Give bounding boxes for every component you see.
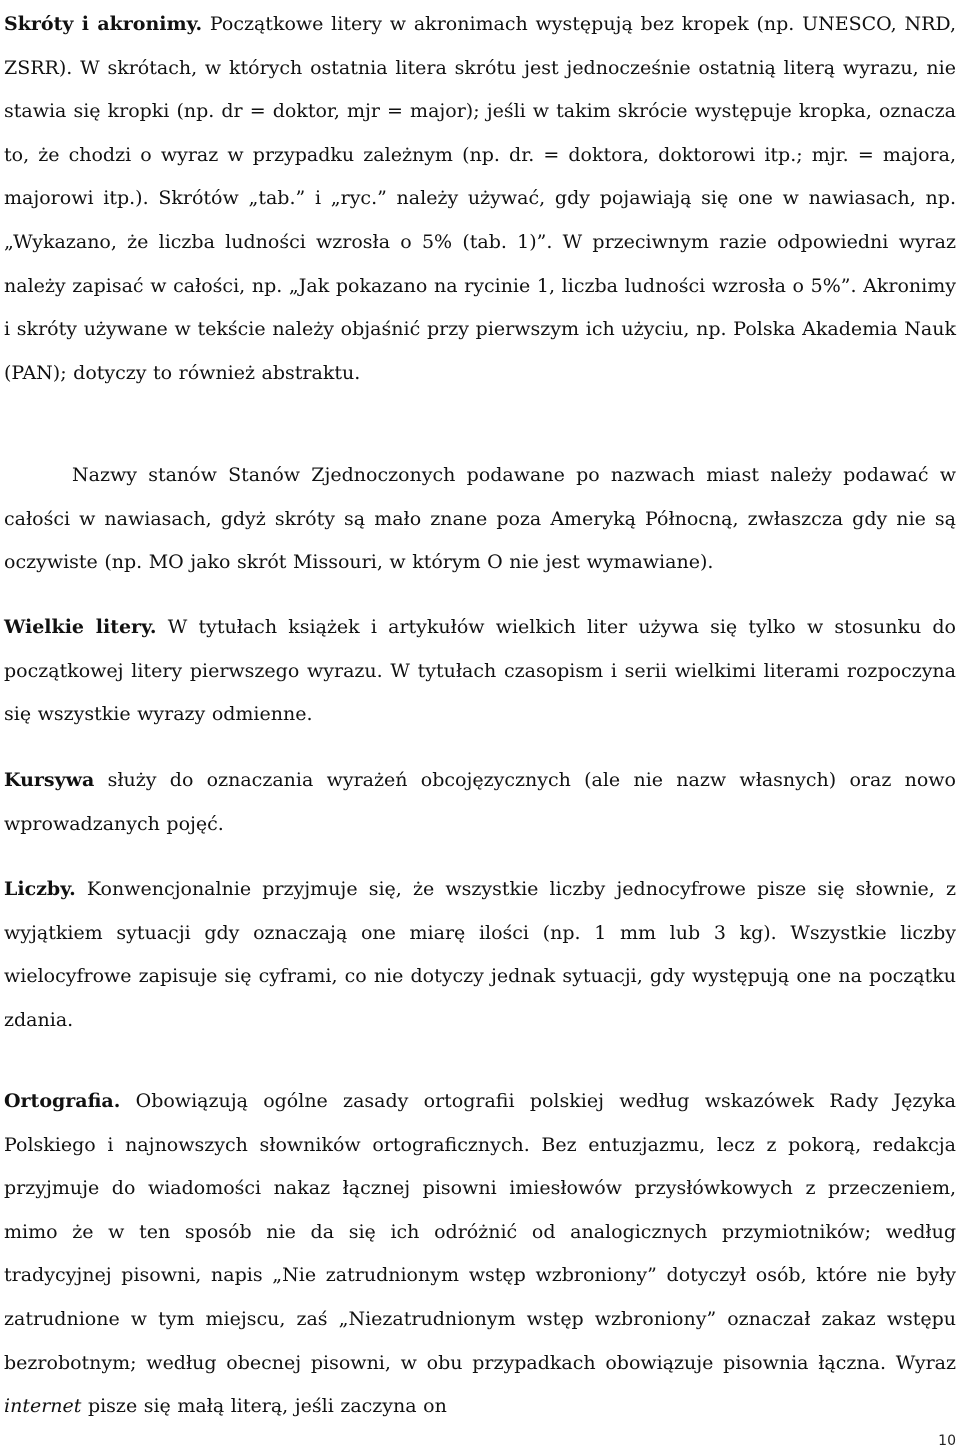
paragraph-us-states xyxy=(4,454,956,585)
paragraph-text: W tytułach książek i artykułów wielkich liter używa się tylko w stosunku do początkowej litery pierwszego wyrazu. W tytułach czasopism i serii wielkimi literami rozpoczyna się wszystkie wyrazy odmienne. xyxy=(4,616,956,726)
heading-orthography: Ortografia. xyxy=(4,1090,121,1112)
heading-italics: Kursywa xyxy=(4,769,95,791)
paragraph-numbers xyxy=(4,868,956,1042)
paragraph-text: Nazwy stanów Stanów Zjednoczonych podawane po nazwach miast należy podawać w całości w nawiasach, gdyż skróty są mało znane poza Ameryką Północną, zwłaszcza gdy nie są oczywiste (np. MO jako skrót Missouri, w którym O nie jest wymawiane). xyxy=(4,464,956,574)
paragraph-capital-letters xyxy=(4,606,956,737)
italic-term: internet xyxy=(4,1395,82,1418)
paragraph-abbreviations xyxy=(4,3,956,395)
paragraph-text-tail: pisze się małą literą, jeśli zaczyna on xyxy=(81,1395,447,1418)
paragraph-text: Początkowe litery w akronimach występują bez kropek (np. UNESCO, NRD, ZSRR). W skrótach, w których ostatnia litera skrótu jest jednocześnie ostatnią literą wyrazu, nie stawia się kropki (np. dr = doktor, mjr = major); jeśli w takim skrócie występuje kropka, oznacza to, że chodzi o wyraz w przypadku zależnym (np. dr. = doktora, doktorowi itp.; mjr. = majora, majorowi itp.). Skrótów „tab.” i „ryc.” należy używać, gdy pojawiają się one w nawiasach, np. „Wykazano, że liczba ludności wzrosła o 5% (tab. 1)”. W przeciwnym razie odpowiedni wyraz należy zapisać w całości, np. „Jak pokazano na rycinie 1, liczba ludności wzrosła o 5%”. Akronimy i skróty używane w tekście należy objaśnić przy pierwszym ich użyciu, np. Polska Akademia Nauk (PAN); dotyczy to również abstraktu. xyxy=(4,13,956,384)
paragraph-orthography xyxy=(4,1080,956,1429)
paragraph-text: służy do oznaczania wyrażeń obcojęzycznych (ale nie nazw własnych) oraz nowo wprowadzanych pojęć. xyxy=(4,769,956,835)
heading-numbers: Liczby. xyxy=(4,878,76,900)
paragraph-text: Obowiązują ogólne zasady ortografii polskiej według wskazówek Rady Języka Polskiego i najnowszych słowników ortograficznych. Bez entuzjazmu, lecz z pokorą, redakcja przyjmuje do wiadomości nakaz łącznej pisowni imiesłowów przysłówkowych z przeczeniem, mimo że w ten sposób nie da się ich odróżnić od analogicznych przymiotników; według tradycyjnej pisowni, napis „Nie zatrudnionym wstęp wzbroniony” dotyczył osób, które nie były zatrudnione w tym miejscu, zaś „Niezatrudnionym wstęp wzbroniony” oznaczał zakaz wstępu bezrobotnym; według obecnej pisowni, w obu przypadkach obowiązuje pisownia łączna. Wyraz xyxy=(4,1090,956,1374)
page-number: 10 xyxy=(938,1433,956,1449)
paragraph-italics xyxy=(4,759,956,846)
heading-capital-letters: Wielkie litery. xyxy=(4,616,157,638)
heading-abbreviations: Skróty i akronimy. xyxy=(4,13,203,35)
paragraph-text: Konwencjonalnie przyjmuje się, że wszystkie liczby jednocyfrowe pisze się słownie, z wyjątkiem sytuacji gdy oznaczają one miarę ilości (np. 1 mm lub 3 kg). Wszystkie liczby wielocyfrowe zapisuje się cyframi, co nie dotyczy jednak sytuacji, gdy występują one na początku zdania. xyxy=(4,878,956,1031)
